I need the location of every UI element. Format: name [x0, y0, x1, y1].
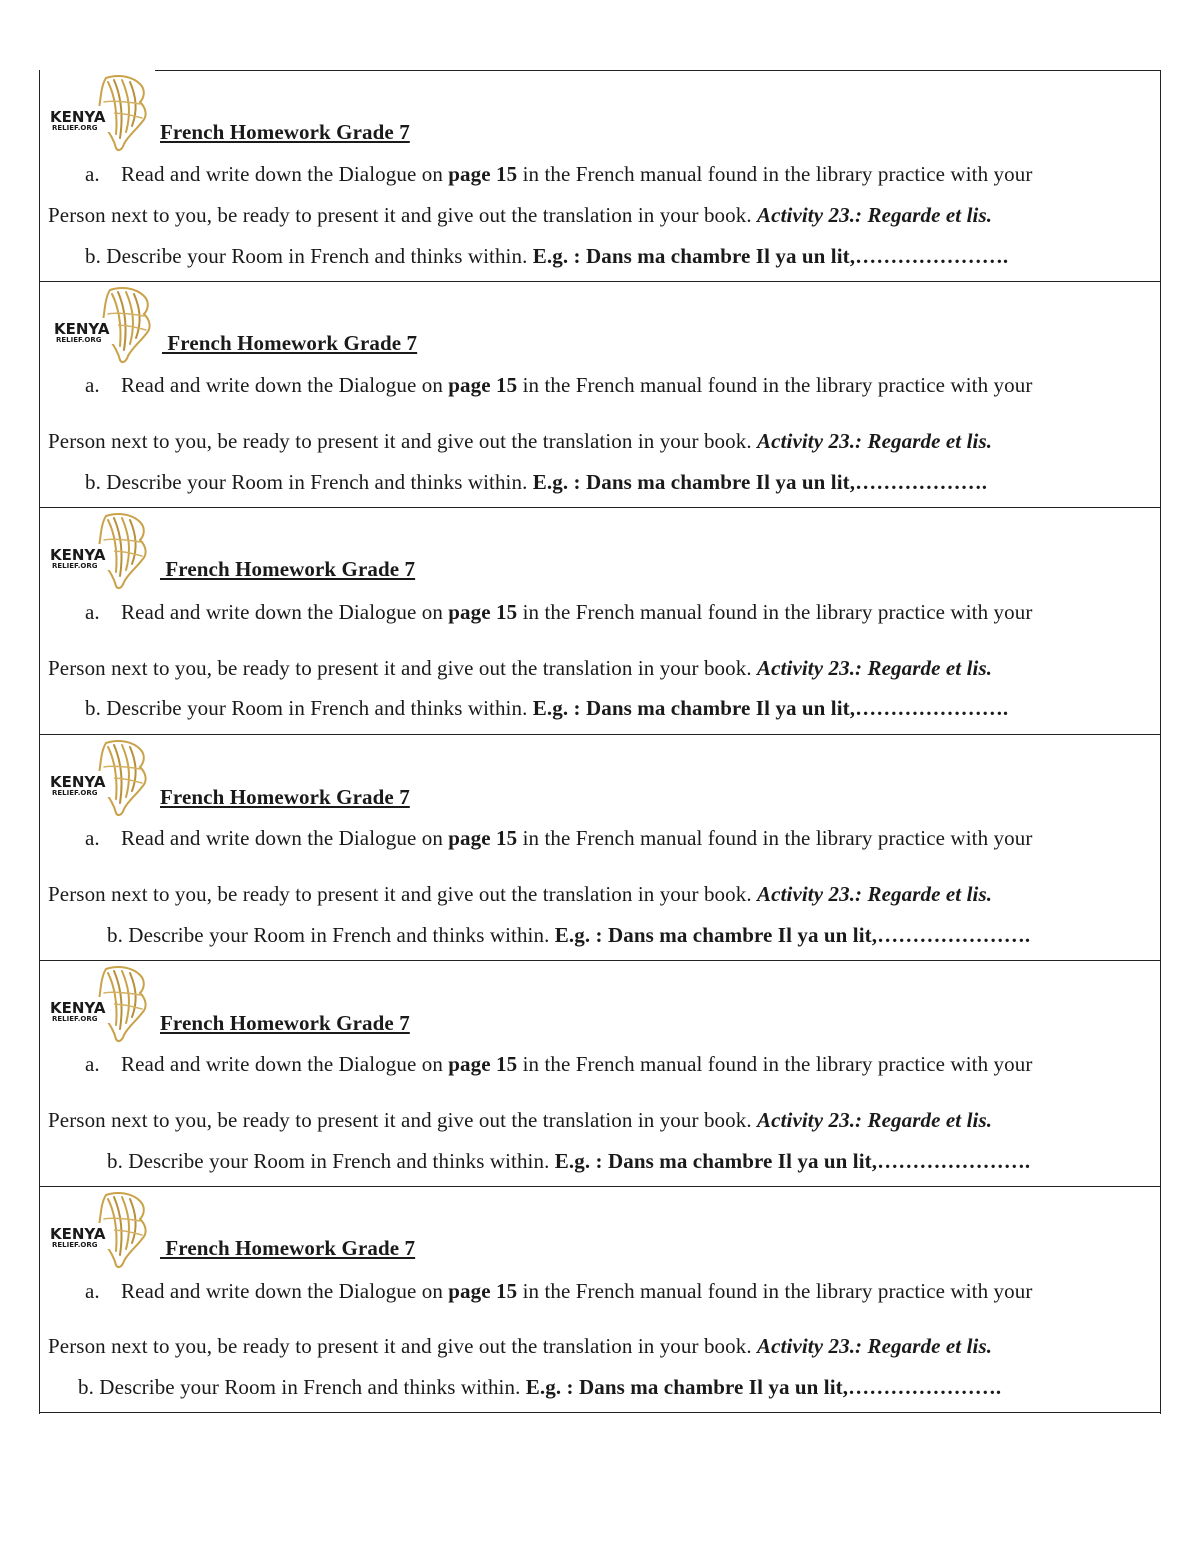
bottom-border	[39, 1412, 1161, 1413]
kenya-relief-logo-graphic	[48, 737, 158, 817]
divider	[39, 960, 1161, 961]
divider	[39, 281, 1161, 282]
instruction-a-continued: Person next to you, be ready to present it and give out the translation in your book. Activity 23.: Regarde et lis.	[48, 656, 993, 680]
svg-text:RELIEF.ORG: RELIEF.ORG	[52, 789, 98, 797]
instruction-a: a. Read and write down the Dialogue on page 15 in the French manual found in the library practice with your	[85, 1052, 1033, 1076]
activity-reference: Activity 23.: Regarde et lis.	[757, 429, 993, 453]
activity-reference: Activity 23.: Regarde et lis.	[757, 203, 993, 227]
instruction-a-continued: Person next to you, be ready to present it and give out the translation in your book. Activity 23.: Regarde et lis.	[48, 882, 993, 906]
svg-text:RELIEF.ORG: RELIEF.ORG	[52, 124, 98, 132]
instruction-a-continued: Person next to you, be ready to present it and give out the translation in your book. Activity 23.: Regarde et lis.	[48, 1334, 993, 1358]
kenya-relief-logo	[48, 510, 158, 590]
kenya-relief-logo-graphic	[48, 1189, 158, 1269]
example-sentence: E.g. : Dans ma chambre Il ya un lit,………………….	[554, 923, 1031, 947]
instruction-b: b. Describe your Room in French and thinks within. E.g. : Dans ma chambre Il ya un lit,………………….	[107, 1149, 1031, 1173]
instruction-a: a. Read and write down the Dialogue on page 15 in the French manual found in the library practice with your	[85, 1279, 1033, 1303]
homework-title: French Homework Grade 7	[160, 557, 416, 581]
kenya-relief-logo	[48, 1189, 158, 1269]
svg-text:KENYA: KENYA	[50, 773, 106, 791]
kenya-relief-logo	[48, 72, 158, 152]
homework-title: French Homework Grade 7	[160, 120, 410, 144]
instruction-a: a. Read and write down the Dialogue on page 15 in the French manual found in the library practice with your	[85, 600, 1033, 624]
kenya-relief-logo-graphic	[48, 72, 158, 152]
svg-text:KENYA: KENYA	[50, 1225, 106, 1243]
right-border	[1160, 70, 1161, 1414]
homework-title: French Homework Grade 7	[160, 785, 410, 809]
svg-text:KENYA: KENYA	[54, 320, 110, 338]
kenya-relief-logo-graphic	[48, 963, 158, 1043]
homework-title: French Homework Grade 7	[162, 331, 418, 355]
instruction-b: b. Describe your Room in French and thinks within. E.g. : Dans ma chambre Il ya un lit,………………….	[85, 244, 1009, 268]
example-sentence: E.g. : Dans ma chambre Il ya un lit,………………….	[532, 244, 1009, 268]
page-reference: page 15	[448, 162, 518, 186]
left-border	[39, 70, 40, 1414]
list-marker: a.	[85, 373, 100, 397]
divider	[39, 734, 1161, 735]
instruction-a: a. Read and write down the Dialogue on page 15 in the French manual found in the library practice with your	[85, 373, 1033, 397]
svg-text:KENYA: KENYA	[50, 108, 106, 126]
example-sentence: E.g. : Dans ma chambre Il ya un lit,………………….	[532, 696, 1009, 720]
activity-reference: Activity 23.: Regarde et lis.	[757, 656, 993, 680]
list-marker: a.	[85, 600, 100, 624]
instruction-a-continued: Person next to you, be ready to present it and give out the translation in your book. Activity 23.: Regarde et lis.	[48, 203, 993, 227]
kenya-relief-logo	[48, 737, 158, 817]
instruction-b: b. Describe your Room in French and thinks within. E.g. : Dans ma chambre Il ya un lit,………………….	[78, 1375, 1002, 1399]
kenya-relief-logo-graphic	[48, 510, 158, 590]
example-sentence: E.g. : Dans ma chambre Il ya un lit,……………….	[532, 470, 988, 494]
list-marker: a.	[85, 1279, 100, 1303]
homework-title: French Homework Grade 7	[160, 1236, 416, 1260]
page-reference: page 15	[448, 1052, 518, 1076]
page-reference: page 15	[448, 826, 518, 850]
divider	[39, 507, 1161, 508]
page-reference: page 15	[448, 600, 518, 624]
instruction-b: b. Describe your Room in French and thinks within. E.g. : Dans ma chambre Il ya un lit,………………….	[85, 696, 1009, 720]
svg-text:KENYA: KENYA	[50, 999, 106, 1017]
example-sentence: E.g. : Dans ma chambre Il ya un lit,………………….	[525, 1375, 1002, 1399]
kenya-relief-logo	[48, 963, 158, 1043]
svg-text:KENYA: KENYA	[50, 546, 106, 564]
top-border	[155, 70, 1161, 71]
divider	[39, 1186, 1161, 1187]
svg-text:RELIEF.ORG: RELIEF.ORG	[52, 1241, 98, 1249]
page-reference: page 15	[448, 1279, 518, 1303]
instruction-a: a. Read and write down the Dialogue on page 15 in the French manual found in the library practice with your	[85, 826, 1033, 850]
svg-text:RELIEF.ORG: RELIEF.ORG	[56, 336, 102, 344]
activity-reference: Activity 23.: Regarde et lis.	[757, 882, 993, 906]
instruction-a: a. Read and write down the Dialogue on page 15 in the French manual found in the library practice with your	[85, 162, 1033, 186]
list-marker: a.	[85, 162, 100, 186]
instruction-b: b. Describe your Room in French and thinks within. E.g. : Dans ma chambre Il ya un lit,……………….	[85, 470, 988, 494]
svg-text:RELIEF.ORG: RELIEF.ORG	[52, 562, 98, 570]
list-marker: a.	[85, 1052, 100, 1076]
instruction-a-continued: Person next to you, be ready to present it and give out the translation in your book. Activity 23.: Regarde et lis.	[48, 429, 993, 453]
activity-reference: Activity 23.: Regarde et lis.	[757, 1334, 993, 1358]
kenya-relief-logo-graphic	[52, 284, 162, 364]
instruction-b: b. Describe your Room in French and thinks within. E.g. : Dans ma chambre Il ya un lit,………………….	[107, 923, 1031, 947]
example-sentence: E.g. : Dans ma chambre Il ya un lit,………………….	[554, 1149, 1031, 1173]
page-reference: page 15	[448, 373, 518, 397]
homework-title: French Homework Grade 7	[160, 1011, 410, 1035]
kenya-relief-logo	[52, 284, 162, 364]
instruction-a-continued: Person next to you, be ready to present it and give out the translation in your book. Activity 23.: Regarde et lis.	[48, 1108, 993, 1132]
svg-text:RELIEF.ORG: RELIEF.ORG	[52, 1015, 98, 1023]
list-marker: a.	[85, 826, 100, 850]
activity-reference: Activity 23.: Regarde et lis.	[757, 1108, 993, 1132]
